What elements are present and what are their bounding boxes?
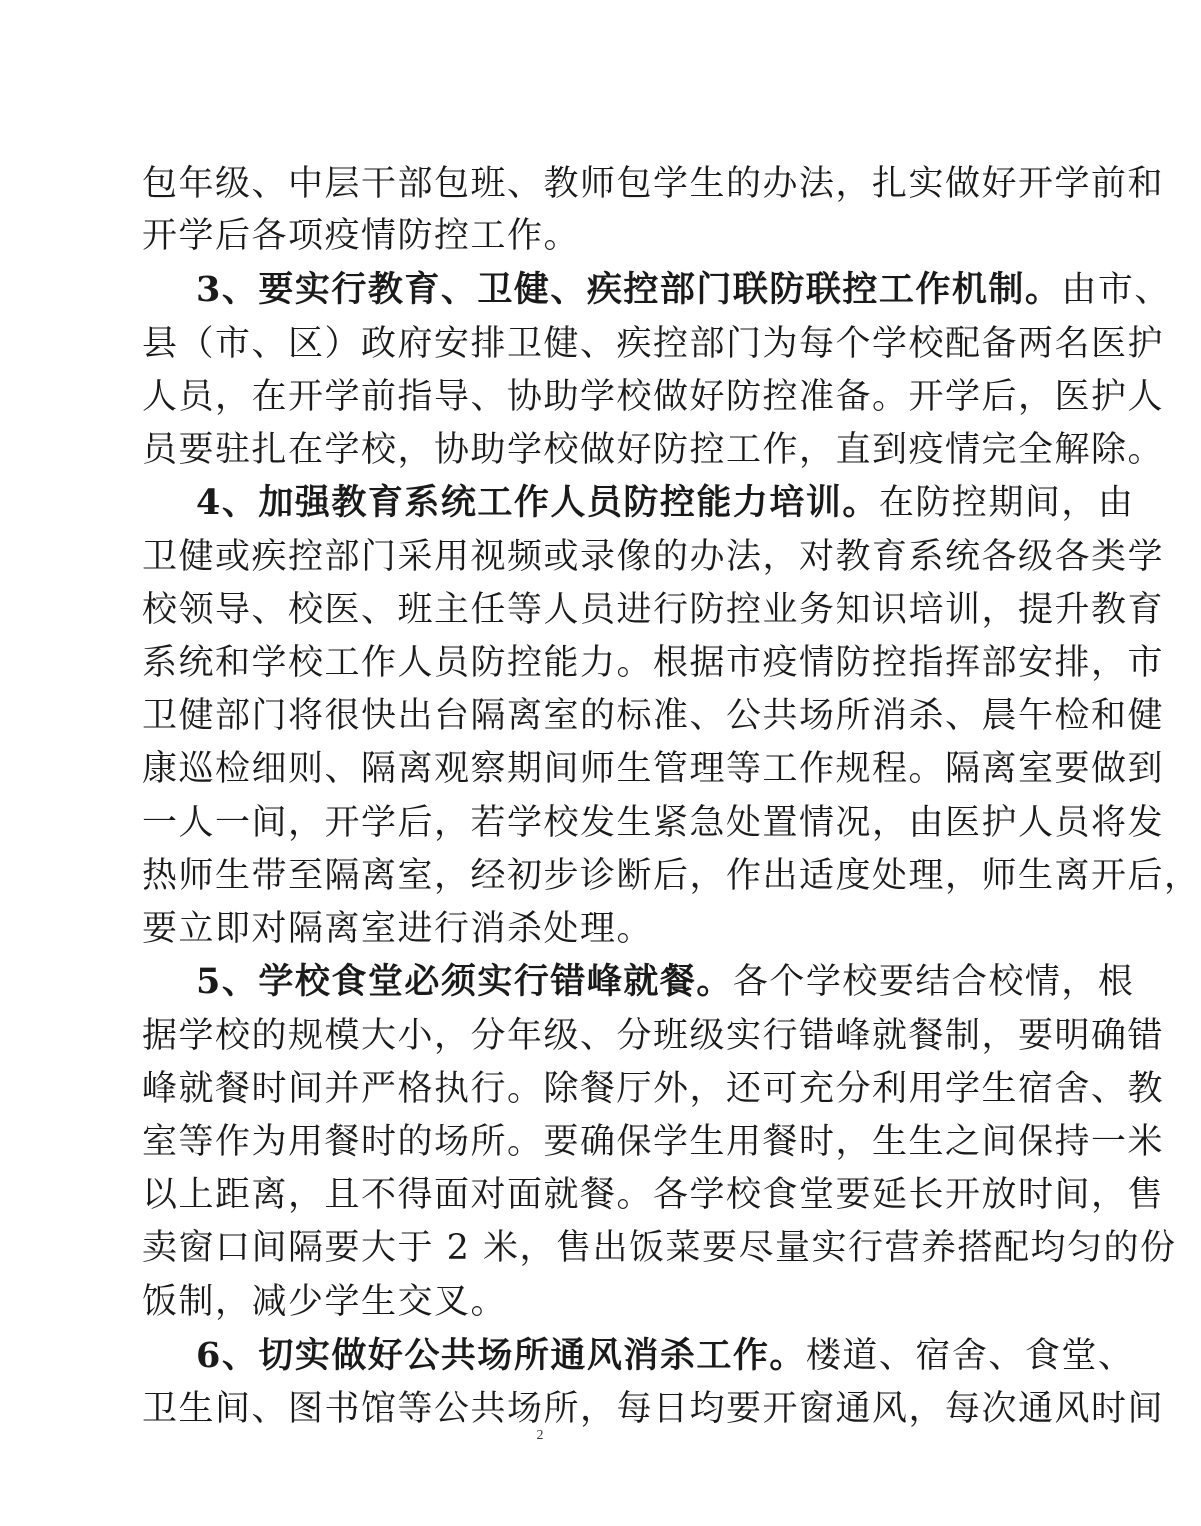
section-3-heading: 3、要实行教育、卫健、疾控部门联防联控工作机制。 <box>196 269 1062 310</box>
text-line: 卫生间、图书馆等公共场所，每日均要开窗通风，每次通风时间 <box>142 1389 1165 1429</box>
text-line: 人员，在开学前指导、协助学校做好防控准备。开学后，医护人 <box>142 377 1165 417</box>
section-5-heading-line <box>196 956 1135 1008</box>
text-line: 员要驻扎在学校，协助学校做好防控工作，直到疫情完全解除。 <box>142 430 1165 470</box>
text-line: 卫健或疾控部门采用视频或录像的办法，对教育系统各级各类学 <box>142 537 1165 577</box>
text-line: 校领导、校医、班主任等人员进行防控业务知识培训，提升教育 <box>142 590 1165 630</box>
text-run: 各个学校要结合校情，根 <box>732 962 1135 1002</box>
text-line: 要立即对隔离室进行消杀处理。 <box>142 909 654 949</box>
text-line: 卖窗口间隔要大于 2 米，售出饭菜要尽量实行营养搭配均匀的份 <box>142 1228 1177 1268</box>
text-line: 包年级、中层干部包班、教师包学生的办法，扎实做好开学前和 <box>142 164 1165 204</box>
section-3-heading-line <box>196 264 1171 316</box>
section-4-heading-line <box>196 477 1135 529</box>
text-line: 据学校的规模大小，分年级、分班级实行错峰就餐制，要明确错 <box>142 1016 1165 1056</box>
text-line: 室等作为用餐时的场所。要确保学生用餐时，生生之间保持一米 <box>142 1122 1165 1162</box>
section-6-heading-line <box>196 1330 1135 1382</box>
text-run: 楼道、宿舍、食堂、 <box>805 1336 1135 1376</box>
text-line: 以上距离，且不得面对面就餐。各学校食堂要延长开放时间，售 <box>142 1175 1165 1215</box>
section-6-heading: 6、切实做好公共场所通风消杀工作。 <box>196 1335 806 1376</box>
text-line: 康巡检细则、隔离观察期间师生管理等工作规程。隔离室要做到 <box>142 749 1165 789</box>
text-line: 热师生带至隔离室，经初步诊断后，作出适度处理，师生离开后， <box>142 856 1201 896</box>
text-line: 饭制，减少学生交叉。 <box>142 1282 508 1322</box>
text-line: 系统和学校工作人员防控能力。根据市疫情防控指挥部安排，市 <box>142 643 1165 683</box>
text-line: 峰就餐时间并严格执行。除餐厅外，还可充分利用学生宿舍、教 <box>142 1069 1165 1109</box>
section-4-heading: 4、加强教育系统工作人员防控能力培训。 <box>196 482 879 523</box>
text-line: 开学后各项疫情防控工作。 <box>142 216 581 256</box>
text-line: 一人一间，开学后，若学校发生紧急处置情况，由医护人员将发 <box>142 803 1165 843</box>
text-line: 县（市、区）政府安排卫健、疾控部门为每个学校配备两名医护 <box>142 324 1165 364</box>
text-run: 由市、 <box>1061 270 1171 310</box>
text-line: 卫健部门将很快出台隔离室的标准、公共场所消杀、晨午检和健 <box>142 696 1165 736</box>
text-run: 在防控期间，由 <box>878 483 1135 523</box>
page-number: 2 <box>536 1428 544 1443</box>
section-5-heading: 5、学校食堂必须实行错峰就餐。 <box>196 961 733 1002</box>
